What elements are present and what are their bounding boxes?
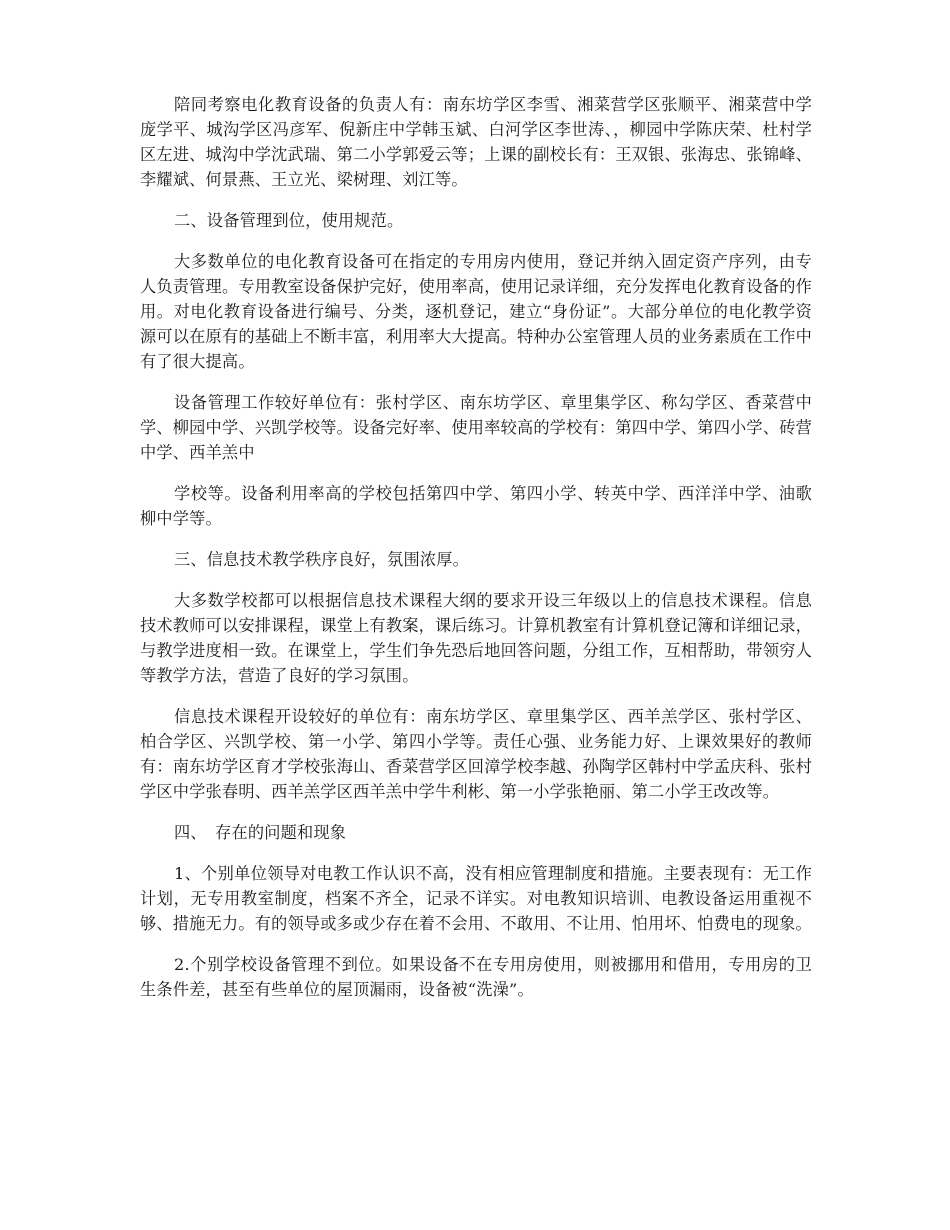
paragraph-escort-staff: 陪同考察电化教育设备的负责人有：南东坊学区李雪、湘菜营学区张顺平、湘菜营中学庞学平、城沟学区冯彦军、倪新庄中学韩玉斌、白河学区李世涛、，柳园中学陈庆荣、杜村学区左进、城沟中学沈武瑞、第二小学郭爱云等；上课的副校长有：王双银、张海忠、张锦峰、李耀斌、何景燕、王立光、梁树理、刘江等。 <box>140 95 812 189</box>
section-heading-3: 三、信息技术教学秩序良好，氛围浓厚。 <box>174 550 469 569</box>
paragraph-high-usage-schools: 学校等。设备利用率高的学校包括第四中学、第四小学、转英中学、西洋洋中学、油歌柳中学等。 <box>140 484 812 528</box>
paragraph-equipment-management: 大多数单位的电化教育设备可在指定的专用房内使用，登记并纳入固定资产序列，由专人负责管理。专用教室设备保护完好，使用率高，使用记录详细，充分发挥电化教育设备的作用。对电化教育设备进行编号、分类，逐机登记，建立“身份证”。大部分单位的电化教学资源可以在原有的基础上不断丰富，利用率大大提高。特种办公室管理人员的业务素质在工作中有了很大提高。 <box>140 252 812 371</box>
paragraph-problem-1: 1、个别单位领导对电教工作认识不高，没有相应管理制度和措施。主要表现有：无工作计划，无专用教室制度，档案不齐全，记录不详实。对电教知识培训、电教设备运用重视不够、措施无力。有的领导或多或少存在着不会用、不敢用、不让用、怕用坏、怕费电的现象。 <box>140 864 812 933</box>
section-heading-2: 二、设备管理到位，使用规范。 <box>174 211 404 230</box>
document-body <box>140 92 812 1018</box>
section-heading-4: 四、 存在的问题和现象 <box>174 823 347 842</box>
paragraph-problem-2: 2.个别学校设备管理不到位。如果设备不在专用房使用，则被挪用和借用，专用房的卫生条件差，甚至有些单位的屋顶漏雨，设备被“洗澡”。 <box>140 955 812 999</box>
paragraph-it-good-units: 信息技术课程开设较好的单位有：南东坊学区、章里集学区、西羊羔学区、张村学区、柏合学区、兴凯学校、第一小学、第四小学等。责任心强、业务能力好、上课效果好的教师有：南东坊学区育才学校张海山、香菜营学区回漳学校李越、孙陶学区韩村中学孟庆科、张村学区中学张春明、西羊羔学区西羊羔中学牛利彬、第一小学张艳丽、第二小学王改改等。 <box>140 707 812 801</box>
paragraph-it-teaching: 大多数学校都可以根据信息技术课程大纲的要求开设三年级以上的信息技术课程。信息技术教师可以安排课程，课堂上有教案，课后练习。计算机教室有计算机登记簿和详细记录，与教学进度相一致。在课堂上，学生们争先恐后地回答问题，分组工作，互相帮助，带领穷人等教学方法，营造了良好的学习氛围。 <box>140 591 812 685</box>
paragraph-good-units: 设备管理工作较好单位有：张村学区、南东坊学区、章里集学区、称勾学区、香菜营中学、柳园中学、兴凯学校等。设备完好率、使用率较高的学校有：第四中学、第四小学、砖营中学、西羊羔中 <box>140 393 812 462</box>
